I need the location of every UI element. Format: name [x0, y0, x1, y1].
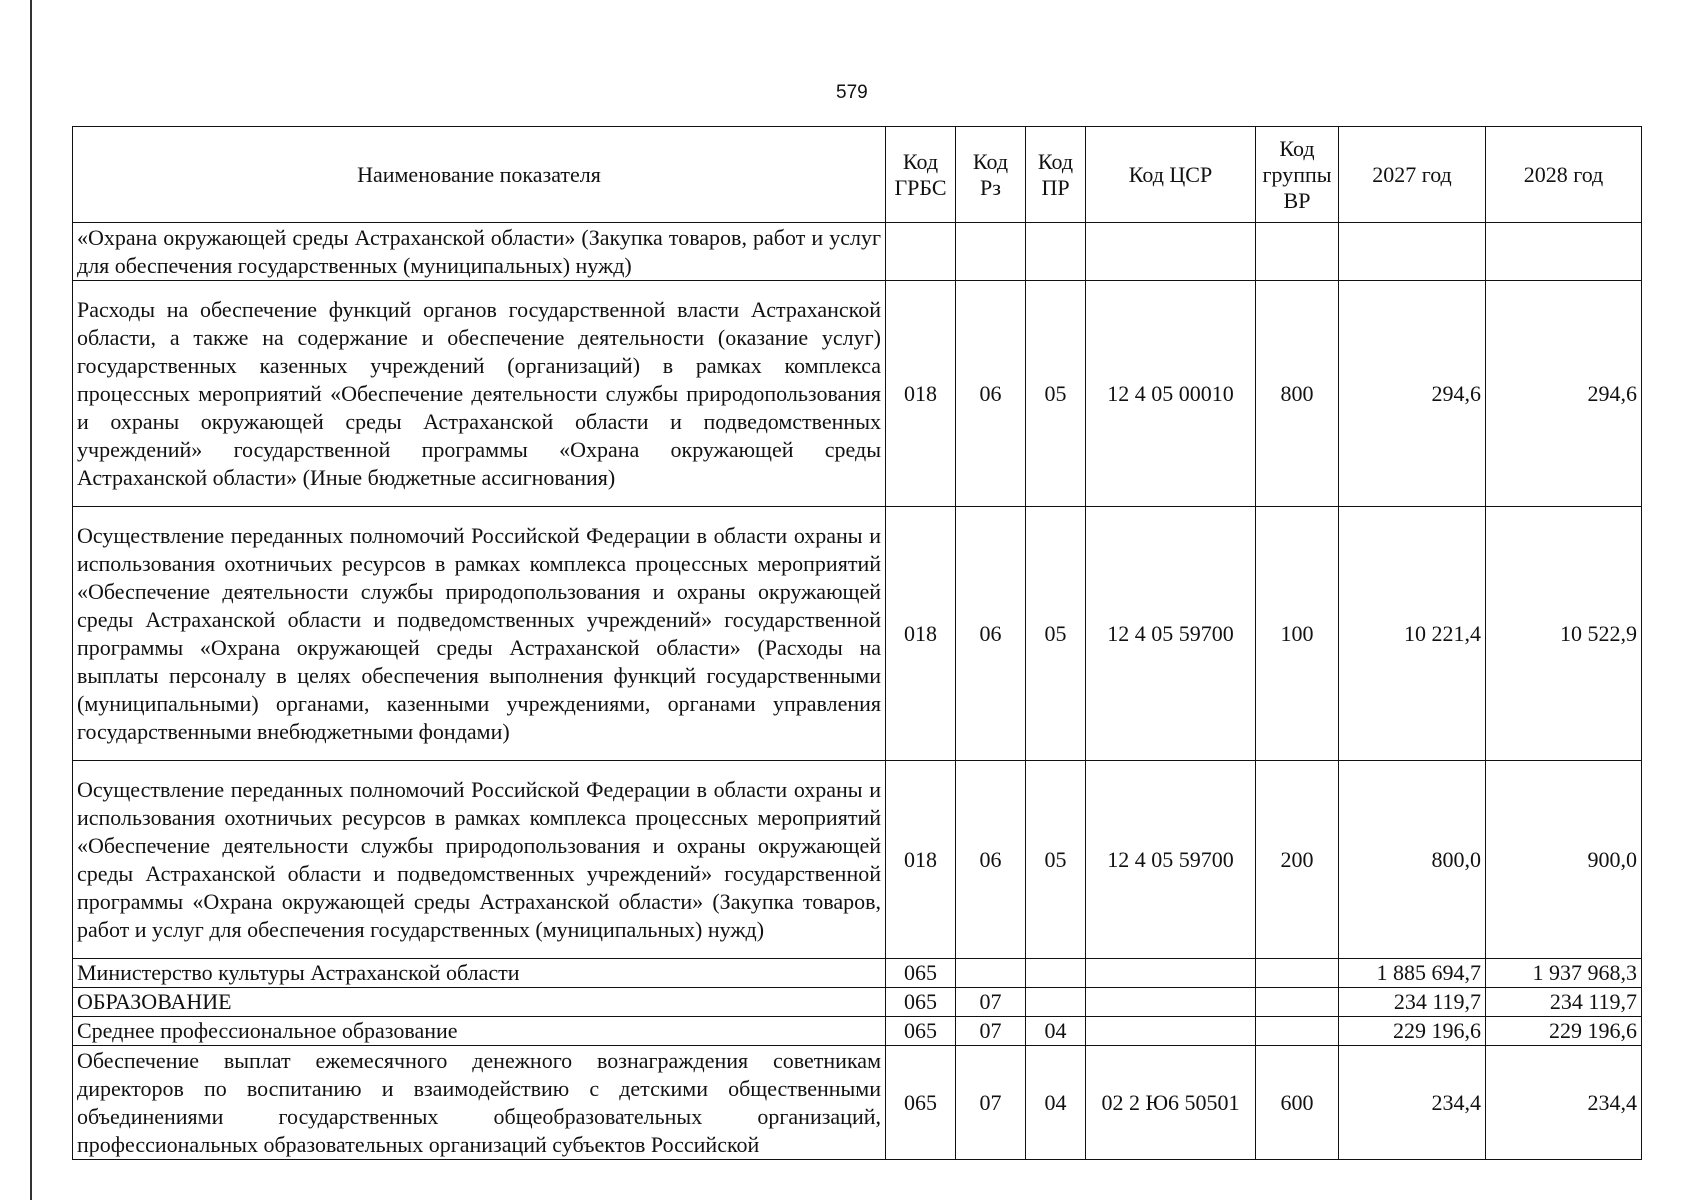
row-vr: 200	[1256, 761, 1339, 959]
row-2027: 234 119,7	[1339, 988, 1486, 1017]
row-pr	[1026, 988, 1086, 1017]
header-2027: 2027 год	[1339, 127, 1486, 223]
header-vr: Код группы ВР	[1256, 127, 1339, 223]
row-2028	[1486, 223, 1642, 281]
row-pr: 04	[1026, 1046, 1086, 1160]
row-vr	[1256, 959, 1339, 988]
row-2028: 1 937 968,3	[1486, 959, 1642, 988]
row-name: Осуществление переданных полномочий Российской Федерации в области охраны и использования охотничьих ресурсов в рамках комплекса процессных мероприятий «Обеспечение деятельности службы природопользования и охраны окружающей среды Астраханской области и подведомственных учреждений» государственной программы «Охрана окружающей среды Астраханской области» (Закупка товаров, работ и услуг для обеспечения государственных (муниципальных) нужд)	[73, 761, 886, 959]
header-name: Наименование показателя	[73, 127, 886, 223]
row-grbs: 065	[886, 959, 956, 988]
row-rz: 07	[956, 1046, 1026, 1160]
row-grbs: 065	[886, 988, 956, 1017]
row-csr: 02 2 Ю6 50501	[1086, 1046, 1256, 1160]
row-grbs: 065	[886, 1017, 956, 1046]
row-csr	[1086, 988, 1256, 1017]
row-grbs: 065	[886, 1046, 956, 1160]
row-2027: 10 221,4	[1339, 507, 1486, 761]
row-pr	[1026, 223, 1086, 281]
row-name: Расходы на обеспечение функций органов государственной власти Астраханской области, а также на содержание и обеспечение деятельности (оказание услуг) государственных казенных учреждений (организаций) в рамках комплекса процессных мероприятий «Обеспечение деятельности службы природопользования и охраны окружающей среды Астраханской области и подведомственных учреждений» государственной программы «Охрана окружающей среды Астраханской области» (Иные бюджетные ассигнования)	[73, 281, 886, 507]
table-row	[73, 281, 1642, 507]
header-grbs: Код ГРБС	[886, 127, 956, 223]
row-2028: 900,0	[1486, 761, 1642, 959]
row-2028: 234 119,7	[1486, 988, 1642, 1017]
row-vr	[1256, 223, 1339, 281]
row-rz: 07	[956, 1017, 1026, 1046]
row-name: «Охрана окружающей среды Астраханской области» (Закупка товаров, работ и услуг для обеспечения государственных (муниципальных) нужд)	[73, 223, 886, 281]
table-row	[73, 507, 1642, 761]
scan-margin-line	[30, 0, 32, 1200]
row-csr: 12 4 05 59700	[1086, 507, 1256, 761]
header-csr: Код ЦСР	[1086, 127, 1256, 223]
table-row	[73, 1017, 1642, 1046]
table-row	[73, 988, 1642, 1017]
row-vr: 800	[1256, 281, 1339, 507]
row-vr	[1256, 1017, 1339, 1046]
row-grbs: 018	[886, 761, 956, 959]
row-rz: 06	[956, 281, 1026, 507]
table-header-row	[73, 127, 1642, 223]
row-pr: 05	[1026, 761, 1086, 959]
row-csr	[1086, 223, 1256, 281]
page-number: 579	[836, 82, 868, 103]
budget-table	[72, 126, 1642, 1160]
row-2028: 10 522,9	[1486, 507, 1642, 761]
row-pr: 05	[1026, 281, 1086, 507]
header-2028: 2028 год	[1486, 127, 1642, 223]
row-grbs: 018	[886, 507, 956, 761]
row-csr: 12 4 05 59700	[1086, 761, 1256, 959]
row-2027: 800,0	[1339, 761, 1486, 959]
row-2027: 234,4	[1339, 1046, 1486, 1160]
row-pr: 05	[1026, 507, 1086, 761]
row-name: ОБРАЗОВАНИЕ	[73, 988, 886, 1017]
row-2028: 294,6	[1486, 281, 1642, 507]
row-rz: 06	[956, 507, 1026, 761]
row-grbs: 018	[886, 281, 956, 507]
row-rz: 07	[956, 988, 1026, 1017]
table-row	[73, 223, 1642, 281]
row-2027: 294,6	[1339, 281, 1486, 507]
row-2027: 229 196,6	[1339, 1017, 1486, 1046]
row-vr: 100	[1256, 507, 1339, 761]
row-csr	[1086, 1017, 1256, 1046]
row-pr	[1026, 959, 1086, 988]
row-grbs	[886, 223, 956, 281]
row-pr: 04	[1026, 1017, 1086, 1046]
row-rz	[956, 959, 1026, 988]
table-row	[73, 1046, 1642, 1160]
row-rz: 06	[956, 761, 1026, 959]
row-name: Среднее профессиональное образование	[73, 1017, 886, 1046]
row-csr: 12 4 05 00010	[1086, 281, 1256, 507]
row-vr: 600	[1256, 1046, 1339, 1160]
header-pr: Код ПР	[1026, 127, 1086, 223]
table-row	[73, 959, 1642, 988]
row-name: Министерство культуры Астраханской области	[73, 959, 886, 988]
header-rz: Код Рз	[956, 127, 1026, 223]
row-2027	[1339, 223, 1486, 281]
row-rz	[956, 223, 1026, 281]
row-2028: 229 196,6	[1486, 1017, 1642, 1046]
row-csr	[1086, 959, 1256, 988]
row-vr	[1256, 988, 1339, 1017]
table-row	[73, 761, 1642, 959]
row-2028: 234,4	[1486, 1046, 1642, 1160]
row-2027: 1 885 694,7	[1339, 959, 1486, 988]
row-name: Обеспечение выплат ежемесячного денежного вознаграждения советникам директоров по воспитанию и взаимодействию с детскими общественными объединениями государственных общеобразовательных организаций, профессиональных образовательных организаций субъектов Российской	[73, 1046, 886, 1160]
row-name: Осуществление переданных полномочий Российской Федерации в области охраны и использования охотничьих ресурсов в рамках комплекса процессных мероприятий «Обеспечение деятельности службы природопользования и охраны окружающей среды Астраханской области и подведомственных учреждений» государственной программы «Охрана окружающей среды Астраханской области» (Расходы на выплаты персоналу в целях обеспечения выполнения функций государственными (муниципальными) органами, казенными учреждениями, органами управления государственными внебюджетными фондами)	[73, 507, 886, 761]
